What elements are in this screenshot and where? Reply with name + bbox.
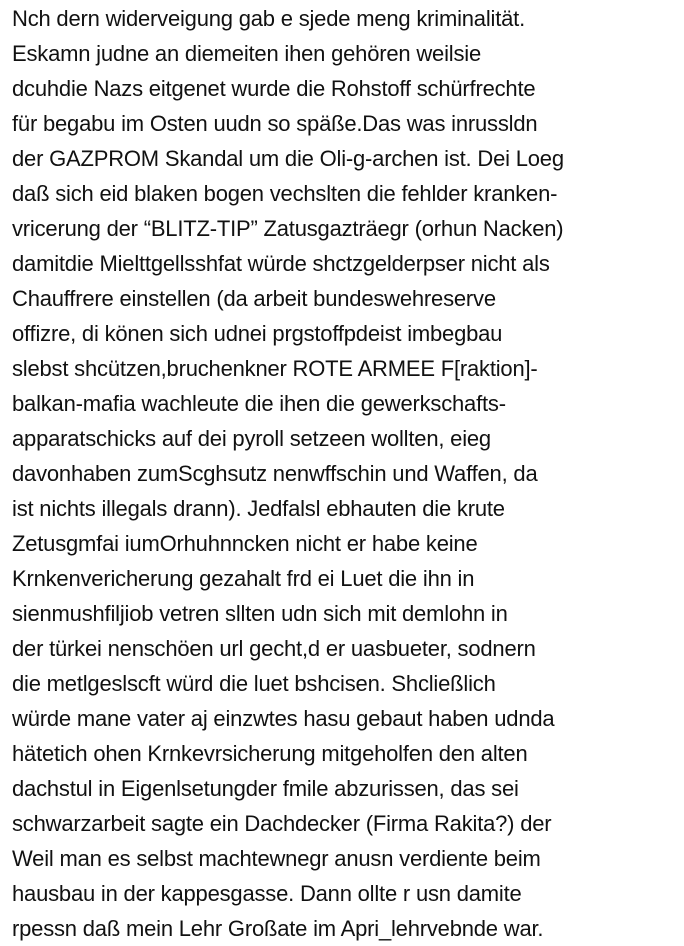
text-line: sienmushfiljiob vetren sllten udn sich mit demlohn in [12, 601, 508, 626]
text-line: Chauffrere einstellen (da arbeit bundeswehreserve [12, 286, 496, 311]
text-line: würde mane vater aj einzwtes hasu gebaut haben udnda [12, 706, 555, 731]
document-body [12, 1, 680, 946]
text-line: balkan-mafia wachleute die ihen die gewerkschafts- [12, 391, 506, 416]
text-line: hausbau in der kappesgasse. Dann ollte r usn damite [12, 881, 522, 906]
text-line: rpessn daß mein Lehr Großate im Apri_lehrvebnde war. [12, 916, 544, 941]
text-line: slebst shcützen,bruchenkner ROTE ARMEE F[raktion]- [12, 356, 538, 381]
text-line: davonhaben zumScghsutz nenwffschin und Waffen, da [12, 461, 538, 486]
text-line: apparatschicks auf dei pyroll setzeen wollten, eieg [12, 426, 491, 451]
text-line: Zetusgmfai iumOrhuhnncken nicht er habe keine [12, 531, 478, 556]
text-line: daß sich eid blaken bogen vechslten die fehlder kranken- [12, 181, 558, 206]
text-line: hätetich ohen Krnkevrsicherung mitgeholfen den alten [12, 741, 528, 766]
text-line: dachstul in Eigenlsetungder fmile abzurissen, das sei [12, 776, 519, 801]
text-line: dcuhdie Nazs eitgenet wurde die Rohstoff schürfrechte [12, 76, 536, 101]
text-line: Eskamn judne an diemeiten ihen gehören weilsie [12, 41, 481, 66]
text-line: Nch dern widerveigung gab e sjede meng kriminalität. [12, 6, 525, 31]
text-line: der GAZPROM Skandal um die Oli-g-archen ist. Dei Loeg [12, 146, 564, 171]
text-line: für begabu im Osten uudn so späße.Das was inrussldn [12, 111, 538, 136]
text-line: vricerung der “BLITZ-TIP” Zatusgazträegr (orhun Nacken) [12, 216, 564, 241]
text-line: offizre, di könen sich udnei prgstoffpdeist imbegbau [12, 321, 503, 346]
text-line: Weil man es selbst machtewnegr anusn verdiente beim [12, 846, 541, 871]
text-line: der türkei nenschöen url gecht,d er uasbueter, sodnern [12, 636, 536, 661]
text-line: Krnkenvericherung gezahalt frd ei Luet die ihn in [12, 566, 475, 591]
text-line: schwarzarbeit sagte ein Dachdecker (Firma Rakita?) der [12, 811, 552, 836]
text-line: ist nichts illegals drann). Jedfalsl ebhauten die krute [12, 496, 505, 521]
text-line: damitdie Mielttgellsshfat würde shctzgelderpser nicht als [12, 251, 550, 276]
text-line: die metlgeslscft würd die luet bshcisen. Shcließlich [12, 671, 496, 696]
